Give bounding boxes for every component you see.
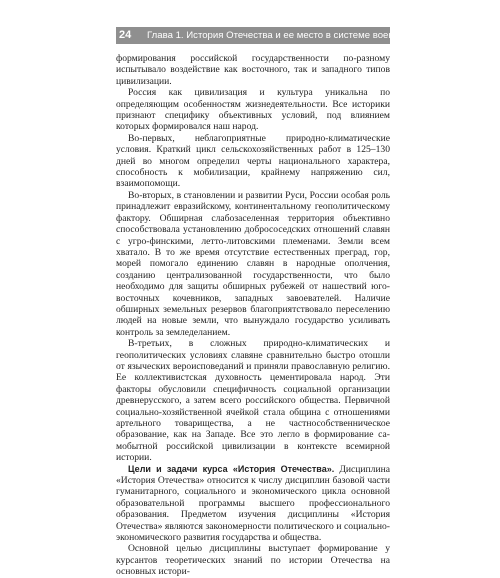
page-body xyxy=(116,53,390,578)
paragraph-first-factor: Во-первых, неблагоприятные природно-климатические условия. Краткий цикл сельскохозяйственных работ в 125–130 дней во многом определил черты национального характера, способность к мобилизации, крайнему напряжению сил, взаимопомощи. xyxy=(116,132,390,190)
paragraph-main-goal: Основной целью дисциплины выступает формирование у курсантов теоретических знаний по истории Отечества на основных истори- xyxy=(116,543,390,578)
running-header xyxy=(116,27,473,44)
goals-text: Дисциплина «История Отечества» относится к числу дисциплин базовой части гуманитарного, социального и экономического цикла основной образовательной программы высшего профессионального образования. Предметом изучения дисциплины «История Отечества» являются закономерности политического и социально-экономического развития государства и общества. xyxy=(116,463,390,544)
paragraph-continued: формирования российской государственности по-разному испытывало воздействие как восточного, так и западного типов цивилизации. xyxy=(116,53,390,87)
goals-heading: Цели и задачи курса «История Отечества». xyxy=(128,463,335,474)
paragraph-second-factor: Во-вторых, в становлении и развитии Руси, России особая роль принадлежит евразийскому, континентальному геополитическому фактору. Обширная слабозаселенная территория объективно способствовала установлению добрососедских отношений славян с угро-финскими, летто-литовскими племенами. Земли всем хватало. В то же время отсутствие естественных преград, гор, морей помогало единению славян в народные ополчения, созданию централизованной государственности, что было необходимо для защиты обширных рубежей от нашествий юго-восточных кочевников, западных завоевателей. Наличие обширных земельных резервов благоприятствовало переселению людей на новые земли, что вынуждало государство усиливать контроль за земледеланием. xyxy=(116,189,390,338)
paragraph-goals xyxy=(116,464,390,544)
paragraph-russia-civilization: Россия как цивилизация и культура уникальна по определяющим особенностям жизнедеятельности. Все историки признают специфику объективных условий, под влиянием которых формировался наш народ. xyxy=(116,87,390,133)
chapter-title: Глава 1. История Отечества и ее место в системе военного образования xyxy=(147,30,473,41)
paragraph-third-factor: В-третьих, в сложных природно-климатических и геополитических условиях славяне сравнительно быстро отошли от языческих вероисповеданий и приняли православную религию. Ее коллективистская духовность цементировала народ. Эти факторы обусловили специфичность социальной организации древнерусского, а затем всего российского общества. Первичной социально-хозяйственной ячейкой стала община с отношениями артельного товарищества, а не частнособственническое образование, как на Западе. Все это легло в формирование самобытной российской цивилизации в контексте всемирной истории. xyxy=(116,338,390,464)
page-number: 24 xyxy=(119,29,132,41)
